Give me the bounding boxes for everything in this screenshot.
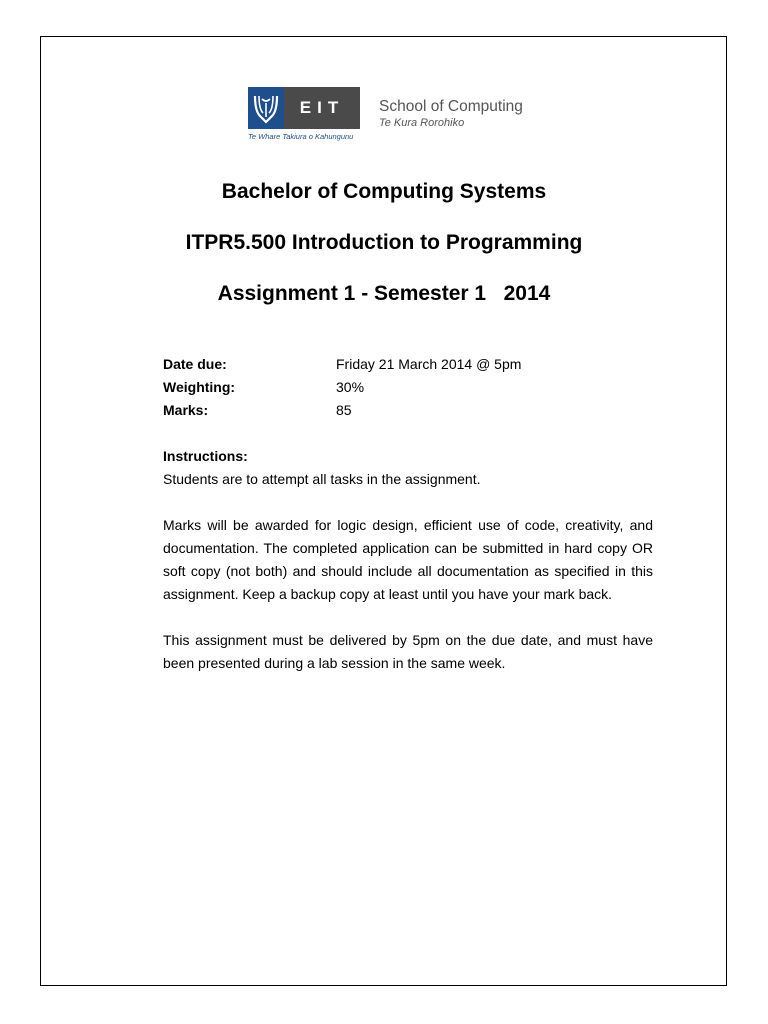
marks-value: 85: [336, 402, 352, 418]
eit-logo: [248, 87, 538, 147]
instructions-paragraph: Marks will be awarded for logic design, efficient use of code, creativity, and documentation. The completed application can be submitted in hard copy OR soft copy (not both) and should include all documentation as specified in this assignment. Keep a backup copy at least until you have your mark back.: [163, 517, 653, 602]
date-due-label: Date due:: [163, 356, 227, 372]
course-title: ITPR5.500 Introduction to Programming: [185, 231, 583, 254]
logo-tagline: Te Whare Takiura o Kahungunu: [248, 132, 354, 141]
date-due-value: Friday 21 March 2014 @ 5pm: [336, 356, 522, 372]
weighting-label: Weighting:: [163, 379, 236, 395]
instructions-paragraph: This assignment must be delivered by 5pm on the due date, and must have been presented during a lab session in the same week.: [163, 632, 653, 671]
weighting-value: 30%: [336, 379, 365, 395]
logo-school-name: School of Computing: [379, 98, 523, 115]
assignment-title: Assignment 1 - Semester 1 2014: [217, 282, 551, 305]
logo-school-maori: Te Kura Rorohiko: [379, 117, 465, 129]
instructions-heading: Instructions:: [163, 448, 248, 464]
page-border: [40, 36, 727, 986]
marks-label: Marks:: [163, 402, 209, 418]
logo-brand: EIT: [284, 87, 360, 129]
eit-emblem-icon: [248, 87, 284, 129]
program-title: Bachelor of Computing Systems: [221, 180, 547, 203]
instructions-paragraph: Students are to attempt all tasks in the assignment.: [163, 471, 481, 487]
